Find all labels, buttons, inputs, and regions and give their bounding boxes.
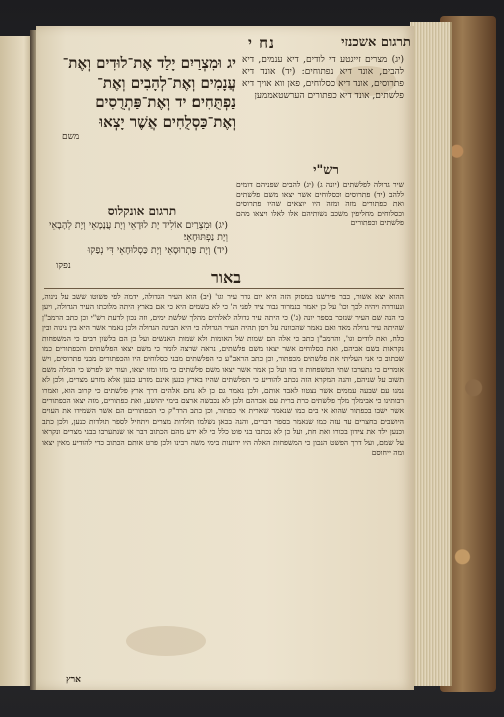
biur-heading: באור	[211, 268, 241, 287]
ashkenazi-translation: (יג) מצרים זייגטע די לודים, דיא ענמים, דיא להבים, אונד דיא נפתוחים: (יד) אונד דיא פתרוסים, אונד דיא כסלוחים, פאן ווא אויך דיא פלשתים, אונד דיא כפתורים הערשטאממען	[242, 55, 404, 101]
biur-commentary: ההוא יצא אשור, כבר פירשנו במסוק הזה היא יום גדר עיר וגו' (יב) הוא העיר הגדולה, ידמה לפי פשוטו ששב על נינוה, ונעוררה ויהיה לכך וכו' על כן יאמר כנמרוד גבור ציד לפני ה' כי לא בשמים היא כי אם בארץ היתה מלוכתו העיר הגדולה, ויען כי הנה שם העיר שנזכר בספר יונה (ג') כי היתה עיר גדולה לאלהים מהלך שלשת ימים, וזה נכון לדעת רש"י וכן כתב הרמב"ן שהיתה עיר גדולה מאד ואם נאמר שהכוונה על רסן תהיה העיר הגדולה כי היא הבינה הגדולה ולכן נאמר אשר היא בין נינוה ובין כלח, ואת לודים וגו', והרמב"ן כתב כי אלה הם שמות של האומות ולא שמות האנשים ועל כן הם בלשון רבים כי המשפחות נקראות בשם אביהם, ואת כסלוחים אשר יצאו משם פלשתים, נראה שרצה לומר כי משם יצאו הפלשתים והכפתורים כמו שכתוב כי אני העליתי את פלשתים מכפתור, וכן כתב הראב"ע כי הפלשתים מבני כסלוחים היו והכפתורים מבני פתרוסים, ויש אומרים כי נתערבו שתי המשפחות זו בזו ועל כן אמר אשר יצאו משם פלשתים כי מזו ומזו יצאו, ועוד יש לפרש כי המלה משם תשוב על שניהם, והנה המקרא הזה נכתב להודיע כי הפלשתים שהיו בארץ כנען אינם מזרע כנען אלא מזרע מצרים, ולכן לא נמנו עם שבעה עממים אשר נצטוו לאבד אותם, ולכן נאמר גם כן לא נחם אלהים דרך ארץ פלשתים כי קרוב הוא, ואמרו רבותינו כי אבימלך מלך פלשתים כרת ברית עם אברהם ולכן לא נכבשה ארצם בימי יהושע, ואת כפתורים, מזה יצאו הכפתורים אשר ישבו בכפתור שהוא אי בים כמו שנאמר שארית אי כפתור, וכן כתב הרד"ק כי הכפתורים הם אשר השמידו את העוים היושבים בחצרים עד עזה כמו שנאמר בספר דברים, והנה בכאן נשלמו תולדות מצרים ויתחיל לספר תולדות כנען, ולכן כתב וכנען ילד את צידון בכורו ואת חת, ועל כן לא נכתבו בני פוט כלל כי לא ידע מהם הכתוב דבר או שנתערבו בבני מצרים ונקראו על שמם, ועל דרך הפשט הנכון כי המשפחות האלה היו ידועות בימי משה רבינו ולכן פרט אותם הכתוב כדי להודיע מאין יצאו ומה ייחוסם	[42, 292, 404, 458]
main-verse-block	[40, 54, 236, 142]
verse-line: נַפְתֻּחִים׃ יד וְאֶת־פַּתְרֻסִים	[95, 93, 236, 111]
facing-page-fragment	[0, 36, 34, 686]
verse-line: יג וּמִצְרַיִם יָלַד אֶת־לוּדִים וְאֶת־	[62, 54, 236, 72]
rashi-commentary: שיר גדולה לפלשתים (יונה ג) (יג) להבים שפניהם דומים ללהב (יד) פתרוסים וכסלוחים אשר יצאו משם פלשתים ואת כפתורים מזה ומזה היו יוצאים שהיו פתרוסים וכסלוחים מחליפין משכב נשותיהם אלו לאלו ויצאו מהם פלשתים וכפתורים	[236, 180, 404, 228]
catchword-bottom: ארץ	[66, 675, 81, 685]
verse-line: עֲנָמִים וְאֶת־לְהָבִים וְאֶת־	[97, 73, 236, 92]
page-marker: נח י	[248, 34, 275, 52]
onkelos-heading: תרגום אונקלוס	[107, 204, 177, 218]
onkelos-translation	[42, 220, 228, 257]
verse-line: וְאֶת־כַּסְלֻחִים אֲשֶׁר יָצְאוּ	[99, 112, 236, 131]
onkelos-line: (יד) וְיָת פַּתְרוּסָאֵי וְיָת כַּסְלוּחָאֵי דִּי נְפַקוּ	[87, 244, 228, 256]
onkelos-line: (יג) וּמִצְרַיִם אוֹלִיד יָת לוּדָאֵי וְיָת עֲנָמָאֵי וְיָת לְהָבָאֵי וְיָת נַפְתּוּחָאֵי׃	[48, 220, 228, 244]
book-page	[36, 26, 414, 690]
onkelos-catchword: נפקו	[56, 261, 71, 271]
rashi-heading: רש"י	[313, 163, 339, 178]
page-fore-edge	[410, 22, 452, 686]
section-divider	[44, 288, 404, 289]
ashkenazi-heading: תרגום אשכנזי	[341, 35, 411, 50]
verse-note: משם	[62, 132, 80, 142]
